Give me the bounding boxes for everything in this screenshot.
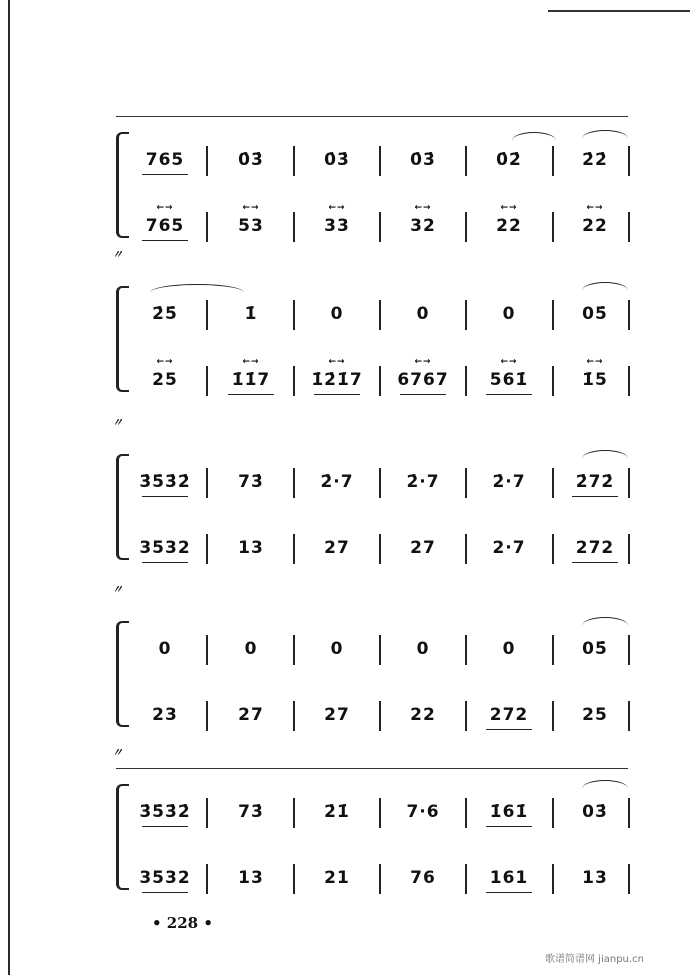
- system-top-rule: [116, 116, 628, 117]
- measure-notes: 23: [152, 705, 178, 725]
- tie-slur: [582, 282, 628, 299]
- measure-notes: 27: [324, 705, 350, 725]
- bar-line: [379, 701, 381, 731]
- lower-part-row: [0, 203, 690, 244]
- bow-arrow-mark: ←→: [328, 203, 346, 213]
- bar-line: [628, 212, 630, 242]
- bar-line: [206, 635, 208, 665]
- bar-line: [206, 864, 208, 894]
- measure-notes: 73̇: [238, 802, 264, 822]
- measure-notes: 0̇3̇: [324, 150, 350, 170]
- bar-line: [206, 468, 208, 498]
- measure-notes: 2̇·7: [406, 472, 440, 492]
- bar-line: [552, 300, 554, 330]
- measure-notes: 272: [552, 530, 638, 566]
- bar-line: [628, 635, 630, 665]
- bar-line: [552, 701, 554, 731]
- bar-line: [379, 366, 381, 396]
- bar-line: [293, 366, 295, 396]
- score-system: [0, 248, 690, 392]
- measure-notes: 0: [158, 639, 172, 659]
- bar-line: [379, 864, 381, 894]
- beam-underline: [142, 892, 188, 893]
- bow-arrow-mark: ←→: [586, 357, 604, 367]
- measure-notes: 3̇5̇3̇2̇: [122, 464, 208, 500]
- bar-line: [552, 635, 554, 665]
- upper-part-row: [0, 142, 690, 178]
- bar-line: [293, 468, 295, 498]
- beam-underline: [142, 826, 188, 827]
- measure-notes: 3̇5̇3̇2̇: [122, 794, 208, 830]
- upper-part-row: [0, 794, 690, 830]
- bow-arrow-mark: ←→: [500, 203, 518, 213]
- bow-arrow-mark: ←→: [242, 357, 260, 367]
- bar-line: [379, 534, 381, 564]
- bar-line: [552, 146, 554, 176]
- beam-underline: [142, 240, 188, 241]
- score-system: [0, 746, 690, 890]
- measure-notes: 27: [324, 538, 350, 558]
- bar-line: [293, 635, 295, 665]
- measure-notes: 161: [466, 860, 552, 896]
- bar-line: [206, 146, 208, 176]
- measure-notes: 22: [410, 705, 436, 725]
- score-system: [0, 583, 690, 727]
- measure-notes: 76: [410, 868, 436, 888]
- bar-line: [293, 212, 295, 242]
- bar-line: [293, 864, 295, 894]
- bar-line: [465, 798, 467, 828]
- bow-arrow-mark: ←→: [586, 203, 604, 213]
- bar-line: [552, 366, 554, 396]
- lower-part-row: [0, 697, 690, 733]
- measure-notes: 0: [330, 639, 344, 659]
- system-break-mark: 〃: [112, 416, 123, 429]
- score-system: [0, 128, 690, 238]
- bar-line: [379, 798, 381, 828]
- measure-notes: 0̇3̇: [410, 150, 436, 170]
- bow-arrow-mark: ←→: [414, 357, 432, 367]
- lower-part-row: [0, 860, 690, 896]
- bar-line: [379, 146, 381, 176]
- bar-line: [206, 534, 208, 564]
- bar-line: [552, 212, 554, 242]
- measure-notes: 2̇72̇: [552, 464, 638, 500]
- bar-line: [552, 468, 554, 498]
- measure-notes: 1̇: [244, 304, 258, 324]
- measure-notes: 0̇2̇: [496, 150, 522, 170]
- bar-line: [465, 300, 467, 330]
- bar-line: [293, 300, 295, 330]
- measure-notes: 1̇2̇1̇7 ←→: [294, 362, 380, 398]
- measure-notes: 33 ←→: [294, 208, 380, 244]
- measure-notes: 22 ←→: [552, 208, 638, 244]
- score-system: [0, 416, 690, 560]
- measure-notes: 05̇: [582, 639, 608, 659]
- bar-line: [379, 635, 381, 665]
- bar-line: [628, 864, 630, 894]
- watermark: 歌谱简谱网 jianpu.cn: [545, 954, 644, 965]
- beam-underline: [486, 892, 532, 893]
- measure-notes: 2̇·7: [492, 472, 526, 492]
- bar-line: [552, 798, 554, 828]
- beam-underline: [142, 496, 188, 497]
- beam-underline: [572, 562, 618, 563]
- lower-part-row: [0, 530, 690, 566]
- beam-underline: [400, 394, 446, 395]
- beam-underline: [572, 496, 618, 497]
- system-break-mark: 〃: [112, 583, 123, 596]
- bar-line: [552, 534, 554, 564]
- bar-line: [465, 212, 467, 242]
- measure-notes: 53 ←→: [208, 208, 294, 244]
- tie-slur: [582, 450, 628, 467]
- bar-line: [379, 212, 381, 242]
- tie-slur: [582, 130, 628, 147]
- bar-line: [628, 146, 630, 176]
- upper-part-row: [0, 631, 690, 667]
- bar-line: [293, 798, 295, 828]
- measure-notes: 25: [582, 705, 608, 725]
- measure-notes: 13: [582, 868, 608, 888]
- bar-line: [628, 366, 630, 396]
- bar-line: [379, 300, 381, 330]
- beam-underline: [486, 826, 532, 827]
- bar-line: [465, 468, 467, 498]
- measure-notes: 0: [330, 304, 344, 324]
- top-rule: [548, 10, 690, 12]
- bow-arrow-mark: ←→: [242, 203, 260, 213]
- bar-line: [206, 798, 208, 828]
- bow-arrow-mark: ←→: [328, 357, 346, 367]
- bar-line: [293, 534, 295, 564]
- beam-underline: [486, 729, 532, 730]
- measure-notes: 1̇61̇: [466, 794, 552, 830]
- bar-line: [206, 212, 208, 242]
- page-number: • 228 •: [152, 914, 213, 932]
- beam-underline: [228, 394, 274, 395]
- bar-line: [465, 534, 467, 564]
- tie-slur: [582, 780, 628, 797]
- measure-notes: 25 ←→: [122, 362, 208, 398]
- tie-slur: [582, 617, 628, 634]
- upper-part-row: [0, 464, 690, 500]
- bar-line: [465, 635, 467, 665]
- bow-arrow-mark: ←→: [500, 357, 518, 367]
- bow-arrow-mark: ←→: [156, 357, 174, 367]
- measure-notes: 7·6: [406, 802, 440, 822]
- measure-notes: 2̇1̇: [324, 802, 350, 822]
- measure-notes: 3532: [122, 530, 208, 566]
- measure-notes: 0̇3̇: [238, 150, 264, 170]
- measure-notes: 73̇: [238, 472, 264, 492]
- upper-part-row: [0, 296, 690, 332]
- bar-line: [628, 798, 630, 828]
- measure-notes: 765 ←→: [122, 208, 208, 244]
- bar-line: [465, 146, 467, 176]
- measure-notes: 13: [238, 868, 264, 888]
- measure-notes: 0: [502, 639, 516, 659]
- tie-slur: [512, 132, 556, 149]
- system-break-mark: 〃: [112, 248, 123, 261]
- bar-line: [628, 468, 630, 498]
- measure-notes: 2̇2̇: [582, 150, 608, 170]
- measure-notes: 21: [324, 868, 350, 888]
- measure-notes: 6767 ←→: [380, 362, 466, 398]
- bar-line: [293, 146, 295, 176]
- bar-line: [628, 534, 630, 564]
- bar-line: [379, 468, 381, 498]
- measure-notes: 32 ←→: [380, 208, 466, 244]
- beam-underline: [486, 394, 532, 395]
- bar-line: [465, 701, 467, 731]
- measure-notes: 27: [238, 705, 264, 725]
- measure-notes: 2·7: [492, 538, 526, 558]
- lower-part-row: [0, 357, 690, 398]
- bar-line: [206, 701, 208, 731]
- measure-notes: 3532: [122, 860, 208, 896]
- measure-notes: 1̇1̇7 ←→: [208, 362, 294, 398]
- measure-notes: 0: [502, 304, 516, 324]
- measure-notes: 765: [122, 142, 208, 178]
- measure-notes: 0: [416, 304, 430, 324]
- bar-line: [293, 701, 295, 731]
- system-top-rule: [116, 768, 628, 769]
- measure-notes: 0: [244, 639, 258, 659]
- bar-line: [206, 366, 208, 396]
- measure-notes: 561̇ ←→: [466, 362, 552, 398]
- bar-line: [465, 864, 467, 894]
- measure-notes: 13: [238, 538, 264, 558]
- measure-notes: 03̇: [582, 802, 608, 822]
- bar-line: [465, 366, 467, 396]
- bar-line: [628, 701, 630, 731]
- measure-notes: 27: [410, 538, 436, 558]
- bow-arrow-mark: ←→: [414, 203, 432, 213]
- bow-arrow-mark: ←→: [156, 203, 174, 213]
- bar-line: [628, 300, 630, 330]
- bar-line: [552, 864, 554, 894]
- measure-notes: 22 ←→: [466, 208, 552, 244]
- system-break-mark: 〃: [112, 746, 123, 759]
- bar-line: [206, 300, 208, 330]
- beam-underline: [142, 174, 188, 175]
- measure-notes: 1̇5 ←→: [552, 362, 638, 398]
- measure-notes: 2̇·7: [320, 472, 354, 492]
- measure-notes: 2̇5̇: [152, 304, 178, 324]
- beam-underline: [314, 394, 360, 395]
- measure-notes: 05̇: [582, 304, 608, 324]
- measure-notes: 0: [416, 639, 430, 659]
- measure-notes: 272: [466, 697, 552, 733]
- beam-underline: [142, 562, 188, 563]
- tie-slur: [150, 284, 244, 301]
